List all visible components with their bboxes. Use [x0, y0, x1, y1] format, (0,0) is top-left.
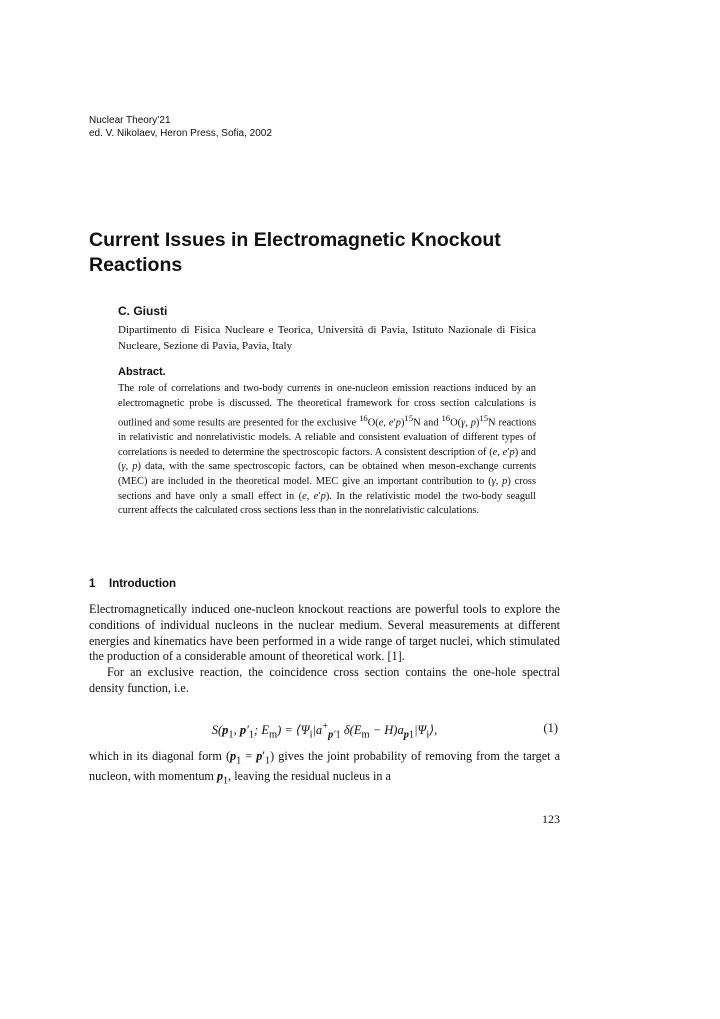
- section-number: 1: [89, 578, 96, 590]
- affiliation: Dipartimento di Fisica Nucleare e Teorica, Università di Pavia, Istituto Nazionale di Fisica Nucleare, Sezione di Pavia, Pavia, Italy: [118, 324, 536, 352]
- body-text: [89, 602, 560, 697]
- running-header: [89, 114, 272, 140]
- section-heading: [89, 578, 176, 590]
- equation-number: (1): [543, 721, 558, 735]
- abstract-heading: Abstract.: [118, 366, 166, 378]
- equation-body: $S(p_1$, $p'_1$; $E_m$) = $⟨\Psi_i|a^+_{p'1}$ $\delta(E_m$ − $H)a_{p1}|\Psi_i⟩$,: [211, 721, 438, 741]
- section-title: Introduction: [109, 578, 177, 590]
- paragraph: which in its diagonal form $(p_1 = p'_1)$ gives the joint probability of removing from the target a nucleon, with momentum $p_1$, leaving the residual nucleus in a: [89, 749, 561, 787]
- author-name: C. Giusti: [118, 304, 168, 318]
- page-number: 123: [542, 812, 560, 826]
- body-text-continued: [89, 749, 560, 789]
- journal-name: Nuclear Theory’21: [89, 115, 171, 126]
- equation: [89, 721, 560, 741]
- paper-title: Current Issues in Electromagnetic Knockout Reactions: [89, 229, 501, 276]
- editor-publisher: ed. V. Nikolaev, Heron Press, Sofia, 2002: [89, 128, 272, 139]
- paragraph: For an exclusive reaction, the coincidence cross section contains the one-hole spectral density function, i.e.: [89, 665, 560, 695]
- abstract-text: The role of correlations and two-body currents in one-nucleon emission reactions induced by an electromagnetic probe is discussed. The theoretical framework for cross section calculations is outlined and some results are presented for the exclusive $^{16}$O(e, e′p)$^{15}$N and $^{16}$O(γ, p)$^{15}$N reactions in relativistic and nonrelativistic models. A reliable and consistent evaluation of different types of correlations is needed to determine the spectroscopic factors. A consistent description of (e, e′p) and (γ, p) data, with the same spectroscopic factors, can be obtained when meson-exchange currents (MEC) are included in the theoretical model. MEC give an important contribution to (γ, p) cross sections and have only a small effect in (e, e′p). In the relativistic model the two-body seagull current affects the calculated cross sections less than in the nonrelativistic calculations.: [118, 383, 536, 517]
- paragraph: Electromagnetically induced one-nucleon knockout reactions are powerful tools to explore the conditions of individual nucleons in the nuclear medium. Several measurements at different energies and kinematics have been performed in a wide range of target nuclei, which stimulated the production of a considerable amount of theoretical work. [1].: [89, 602, 560, 664]
